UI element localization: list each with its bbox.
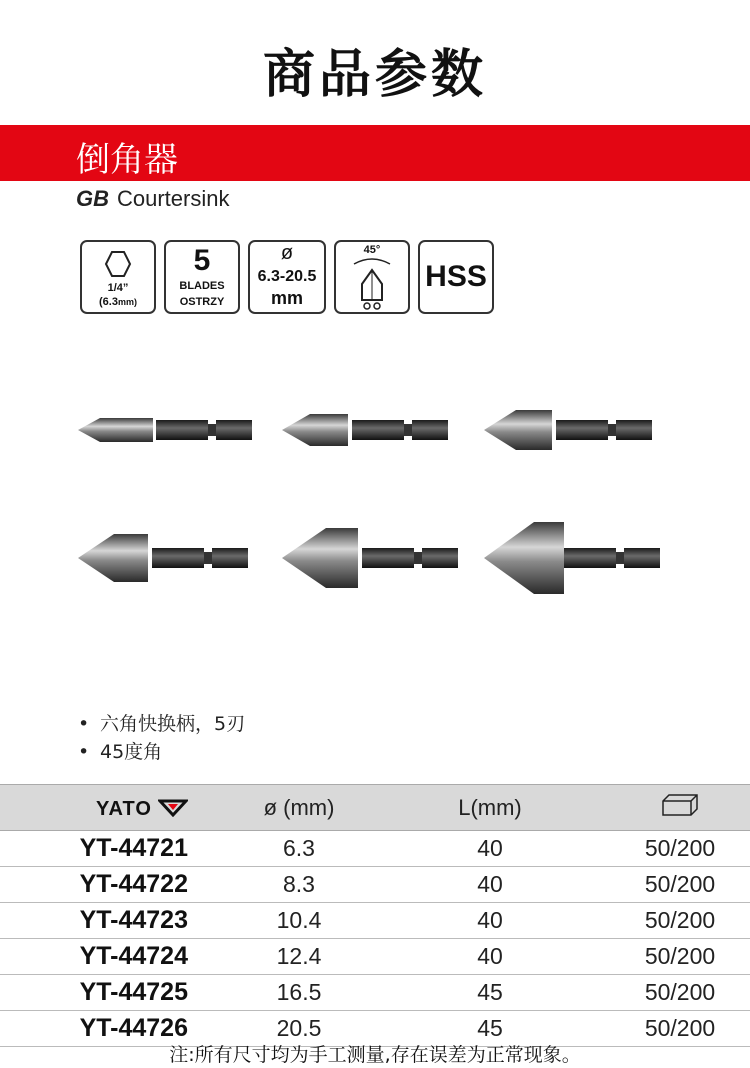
- table-row: [0, 903, 750, 939]
- countersink-bit-2: [282, 414, 448, 446]
- product-name-band: [0, 125, 750, 181]
- blade-count: 5: [193, 244, 211, 277]
- feature-material: [418, 240, 494, 314]
- model-number: YT-44723: [0, 903, 228, 939]
- table-row: [0, 975, 750, 1011]
- model-number: YT-44722: [0, 867, 228, 903]
- diameter-unit: mm: [270, 288, 303, 308]
- diameter-icon: ø: [280, 242, 294, 264]
- feature-diameter: [248, 240, 326, 314]
- box-icon: [660, 792, 700, 818]
- hexagon-icon: [82, 246, 154, 282]
- pack-cell: 50/200: [610, 867, 750, 903]
- feature-list: [78, 710, 245, 766]
- model-number: YT-44726: [0, 1011, 228, 1047]
- header-pack: [610, 785, 750, 831]
- pack-cell: 50/200: [610, 831, 750, 867]
- length-cell: 45: [370, 975, 610, 1011]
- angle-value: 45°: [363, 244, 381, 256]
- feature-hex-shank: [80, 240, 156, 314]
- header-diameter: ø (mm): [263, 794, 335, 820]
- brand-logo: YATO: [0, 785, 228, 831]
- spec-table: [0, 784, 750, 1047]
- length-cell: 40: [370, 831, 610, 867]
- pack-cell: 50/200: [610, 975, 750, 1011]
- countersink-angle-icon: [336, 254, 408, 312]
- diameter-cell: 8.3: [228, 867, 370, 903]
- length-cell: 40: [370, 903, 610, 939]
- model-number: YT-44724: [0, 939, 228, 975]
- product-name-en-text: Courtersink: [117, 186, 230, 211]
- countersink-bit-3: [484, 410, 652, 450]
- blades-label-en: BLADES: [179, 280, 225, 292]
- table-row: [0, 831, 750, 867]
- product-photo: [0, 370, 750, 610]
- list-item: • 45度角: [78, 741, 163, 763]
- diameter-range: 6.3-20.5: [257, 268, 317, 285]
- header-length: L(mm): [458, 794, 522, 820]
- diameter-cell: 12.4: [228, 939, 370, 975]
- table-header: [0, 785, 750, 831]
- length-cell: 45: [370, 1011, 610, 1047]
- pack-cell: 50/200: [610, 1011, 750, 1047]
- diameter-cell: 6.3: [228, 831, 370, 867]
- page-title: 商品参数: [262, 45, 487, 105]
- shank-size: 1/4”: [107, 282, 129, 294]
- table-row: [0, 939, 750, 975]
- diameter-cell: 20.5: [228, 1011, 370, 1047]
- yato-logo-icon: [158, 799, 188, 817]
- model-number: YT-44721: [0, 831, 228, 867]
- pack-cell: 50/200: [610, 939, 750, 975]
- pack-cell: 50/200: [610, 903, 750, 939]
- product-name-cn: 倒角器: [76, 140, 178, 180]
- list-item: • 六角快换柄，5刃: [78, 713, 246, 735]
- length-cell: 40: [370, 867, 610, 903]
- footnote: 注:所有尺寸均为手工测量,存在误差为正常现象。: [169, 1044, 581, 1066]
- countersink-bit-5: [282, 528, 458, 588]
- feature-blades: [164, 240, 240, 314]
- language-code: GB: [76, 186, 109, 211]
- table-row: [0, 867, 750, 903]
- length-cell: 40: [370, 939, 610, 975]
- shank-metric: (6.3mm): [99, 296, 137, 308]
- feature-angle: [334, 240, 410, 314]
- material-label: HSS: [425, 260, 487, 293]
- model-number: YT-44725: [0, 975, 228, 1011]
- diameter-cell: 10.4: [228, 903, 370, 939]
- countersink-bit-1: [78, 418, 252, 442]
- diameter-cell: 16.5: [228, 975, 370, 1011]
- blades-label-pl: OSTRZY: [179, 296, 225, 308]
- countersink-bit-4: [78, 534, 248, 582]
- countersink-bit-6: [484, 522, 660, 594]
- product-name-en: [76, 186, 229, 212]
